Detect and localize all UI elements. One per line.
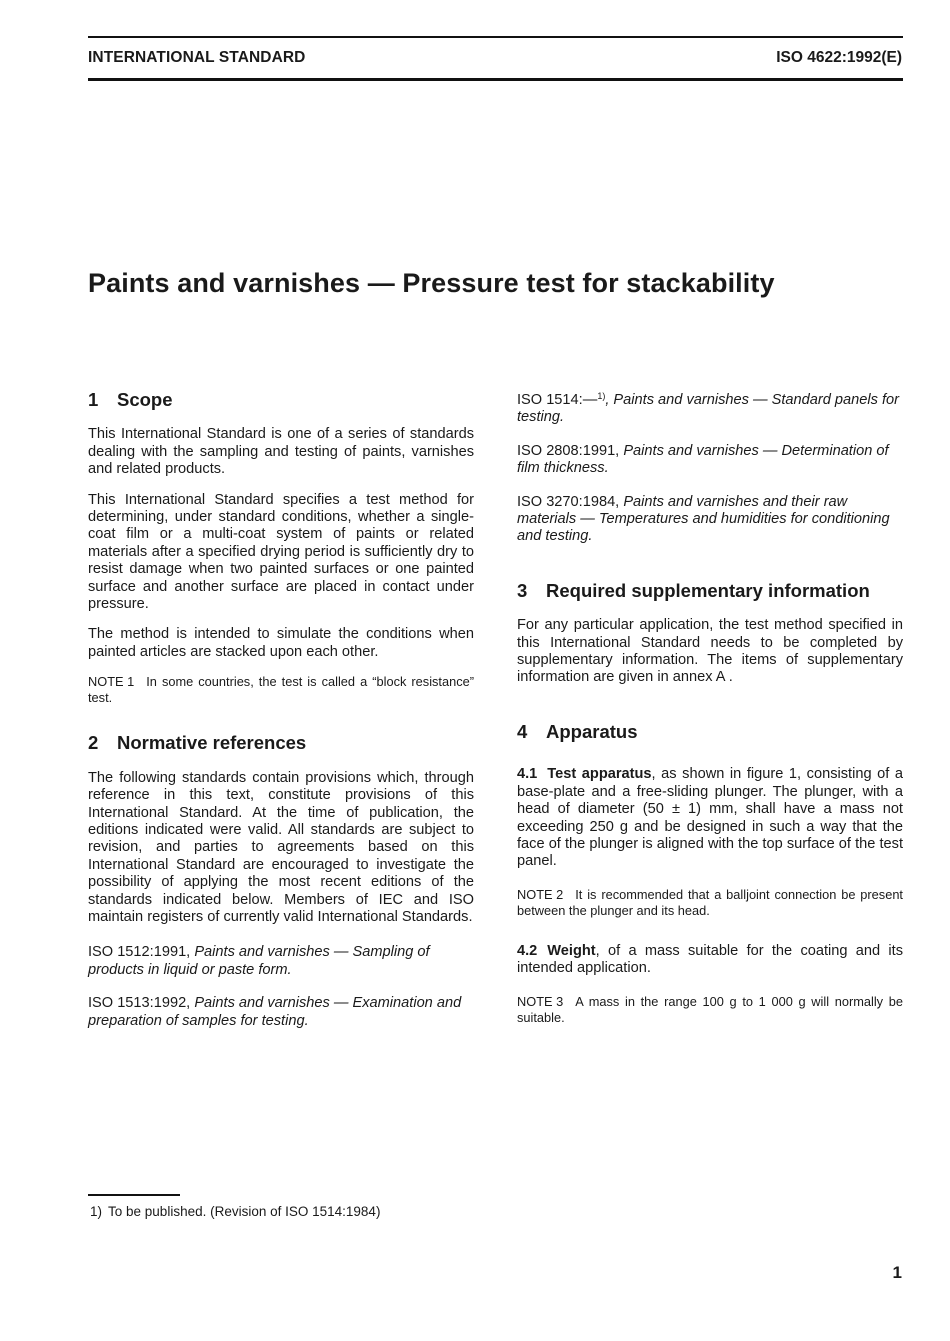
reference-item [517,494,903,546]
section-title: Apparatus [546,720,638,742]
standard-type-label: INTERNATIONAL STANDARD [88,49,306,66]
section-supplementary-heading [517,579,903,601]
section-title: Required supplementary information [546,579,870,601]
reference-title: Paints and varnishes — Sampling of products in liquid or paste form. [88,944,430,978]
supplementary-text: For any particular application, the test method specified in this International Standard needs to be completed by supplementary information. The items of supplementary information are given in annex A . [517,617,903,686]
reference-item [517,443,903,478]
note-label: NOTE 3 [517,993,564,1009]
subclause-number: 4.1 [517,766,538,783]
subclause-number: 4.2 [517,942,538,959]
right-column [517,388,903,1039]
subclause-4-2 [517,943,903,978]
section-number: 4 [517,720,528,742]
normative-intro: The following standards contain provisions which, through reference in this text, constitute provisions of this International Standard. At the time of publication, the editions indicated were valid. All standards are subject to revision, and parties to agreements based on this International Standard are encouraged to investigate the possibility of applying the most recent editions of the standards indicated below. Members of IEC and ISO maintain registers of currently valid International Standards. [88,769,474,925]
page-number: 1 [892,1263,902,1282]
reference-title: Paints and varnishes — Examination and preparation of samples for testing. [88,995,462,1029]
note-text: It is recommended that a balljoint connection be present between the plunger and its head. [517,886,903,918]
footnote-rule [88,1194,180,1196]
footnote-text: To be published. (Revision of ISO 1514:1984) [108,1204,381,1219]
reference-item [517,388,903,427]
reference-code: ISO 3270:1984, [517,493,620,510]
subclause-text: , as shown in figure 1, consisting of a base-plate and a free-sliding plunger. The plunger, with a head of diameter (50 ± 1) mm, shall have a mass not exceeding 250 g and be designed in such a way that the face of the plunger is aligned with the top surface of the test panel. [517,766,903,870]
header-rule-bottom [88,78,903,81]
subclause-4-1 [517,766,903,870]
standard-number: ISO 4622:1992(E) [776,49,902,66]
scope-paragraph: This International Standard is one of a series of standards dealing with the sampling and testing of paints, varnishes and related products. [88,426,474,478]
footnote-mark: 1) [90,1204,103,1219]
scope-paragraph: The method is intended to simulate the conditions when painted articles are stacked upon each other. [88,626,474,660]
document-title: Paints and varnishes — Pressure test for stackability [88,268,775,298]
subclause-title: Weight [547,942,596,959]
subclause-text: , of a mass suitable for the coating and its intended application. [517,942,903,977]
note-label: NOTE 1 [88,674,135,690]
section-normative-heading [88,732,474,754]
reference-code: ISO 1512:1991, [88,944,191,961]
scope-paragraph: This International Standard specifies a test method for determining, under standard conditions, whether a single-coat film or a multi-coat system of paints or related materials after a specified drying period is sufficiently dry to resist damage when two painted surfaces or one painted surface and another surface are placed in contact under pressure. [88,491,474,613]
footnote [90,1204,380,1219]
subclause-title: Test apparatus [547,766,652,783]
header-rule-top [88,36,903,38]
reference-title: Paints and varnishes and their raw materials — Temperatures and humidities for conditioning and testing. [517,493,890,545]
section-number: 2 [88,732,99,754]
reference-item [88,995,474,1030]
note-1 [88,674,474,706]
section-apparatus-heading [517,720,903,742]
note-2 [517,887,903,919]
section-number: 3 [517,579,528,601]
section-title: Normative references [117,732,307,754]
note-3 [517,994,903,1026]
note-label: NOTE 2 [517,886,564,902]
section-number: 1 [88,389,99,410]
reference-code: ISO 1513:1992, [88,995,191,1012]
note-text: A mass in the range 100 g to 1 000 g will normally be suitable. [517,993,903,1025]
reference-code: ISO 1514:— [517,392,598,408]
reference-item [88,944,474,979]
left-column [88,388,474,1046]
footnote-marker: 1) [597,391,606,401]
reference-title: Paints and varnishes — Determination of film thickness. [517,442,889,477]
section-title: Scope [117,389,173,410]
reference-title: , Paints and varnishes — Standard panels for testing. [517,392,899,426]
section-scope-heading [88,391,474,408]
note-text: In some countries, the test is called a “block resistance” test. [88,674,474,706]
reference-code: ISO 2808:1991, [517,442,620,459]
